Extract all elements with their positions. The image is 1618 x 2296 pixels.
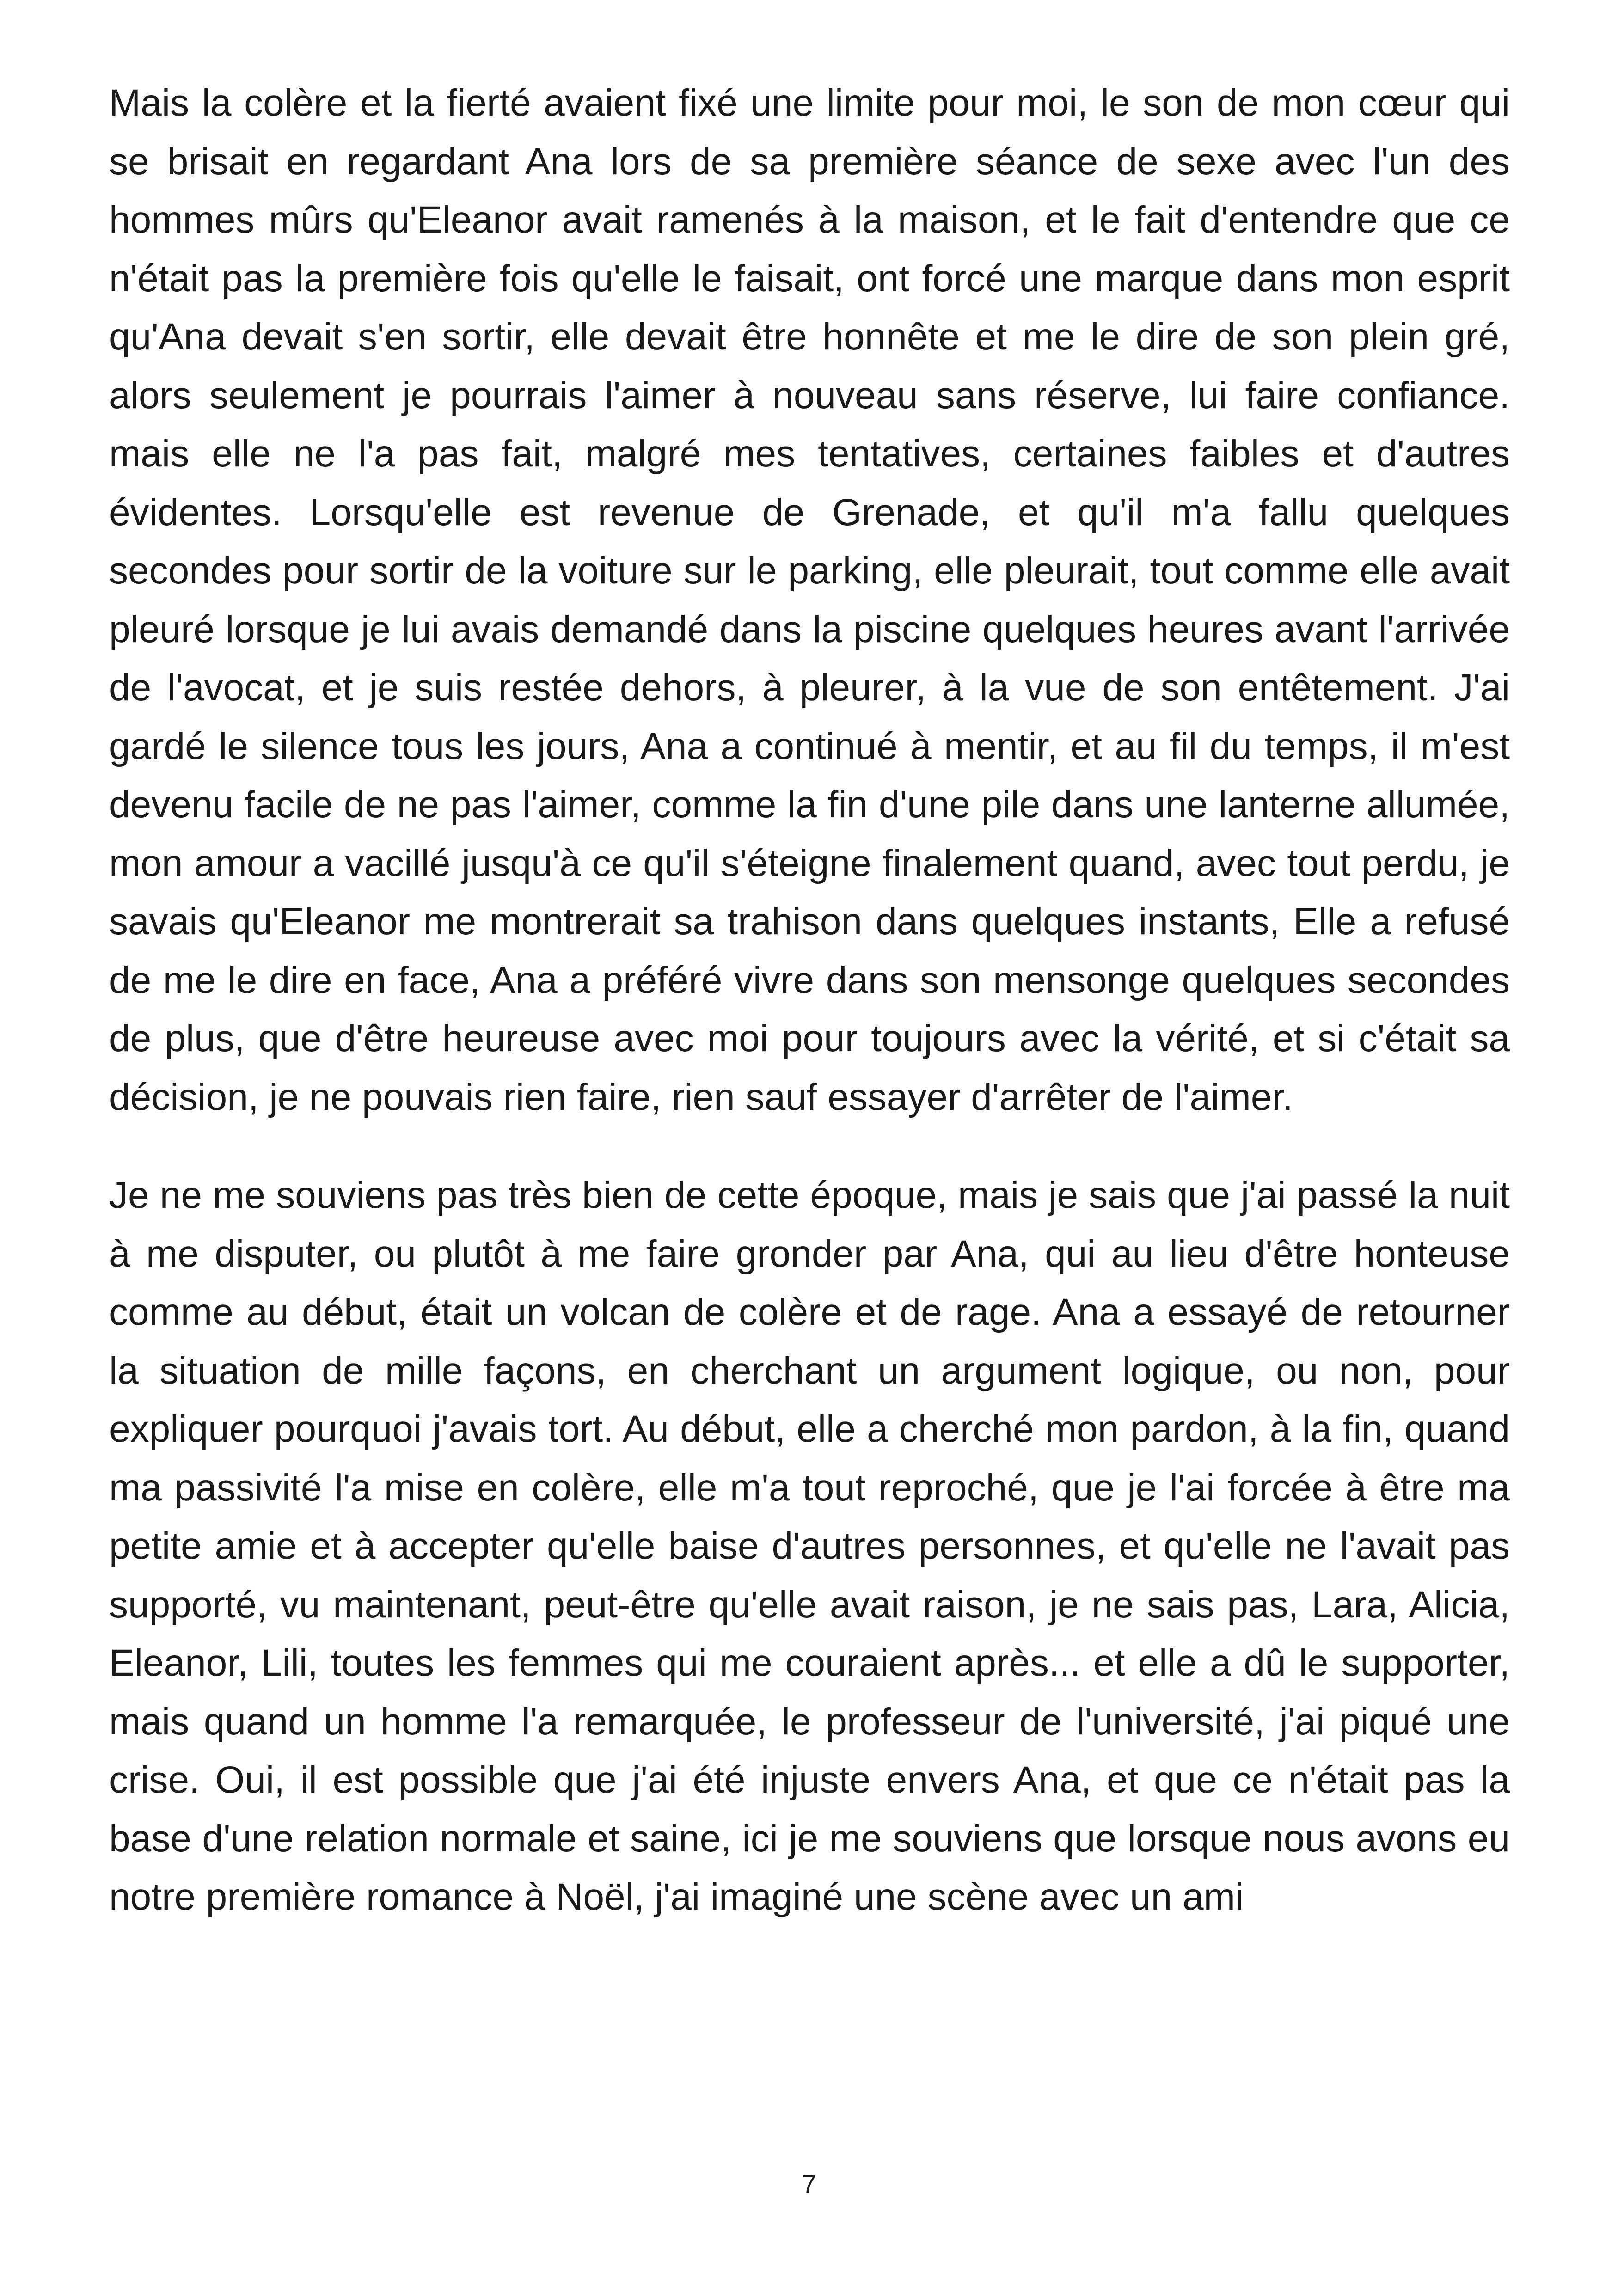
paragraph-1: Mais la colère et la fierté avaient fixé une limite pour moi, le son de mon cœur qui se brisait en regardant Ana lors de sa première séance de sexe avec l'un des hommes mûrs qu'Eleanor avait ramenés à la maison, et le fait d'entendre que ce n'était pas la première fois qu'elle le faisait, ont forcé une marque dans mon esprit qu'Ana devait s'en sortir, elle devait être honnête et me le dire de son plein gré, alors seulement je pourrais l'aimer à nouveau sans réserve, lui faire confiance. mais elle ne l'a pas fait, malgré mes tentatives, certaines faibles et d'autres évidentes. Lorsqu'elle est revenue de Grenade, et qu'il m'a fallu quelques secondes pour sortir de la voiture sur le parking, elle pleurait, tout comme elle avait pleuré lorsque je lui avais demandé dans la piscine quelques heures avant l'arrivée de l'avocat, et je suis restée dehors, à pleurer, à la vue de son entêtement. J'ai gardé le silence tous les jours, Ana a continué à mentir, et au fil du temps, il m'est devenu facile de ne pas l'aimer, comme la fin d'une pile dans une lanterne allumée, mon amour a vacillé jusqu'à ce qu'il s'éteigne finalement quand, avec tout perdu, je savais qu'Eleanor me montrerait sa trahison dans quelques instants, Elle a refusé de me le dire en face, Ana a préféré vivre dans son mensonge quelques secondes de plus, que d'être heureuse avec moi pour toujours avec la vérité, et si c'était sa décision, je ne pouvais rien faire, rien sauf essayer d'arrêter de l'aimer. <box>109 82 1510 1118</box>
paragraph-2: Je ne me souviens pas très bien de cette époque, mais je sais que j'ai passé la nuit à me disputer, ou plutôt à me faire gronder par Ana, qui au lieu d'être honteuse comme au début, était un volcan de colère et de rage. Ana a essayé de retourner la situation de mille façons, en cherchant un argument logique, ou non, pour expliquer pourquoi j'avais tort. Au début, elle a cherché mon pardon, à la fin, quand ma passivité l'a mise en colère, elle m'a tout reproché, que je l'ai forcée à être ma petite amie et à accepter qu'elle baise d'autres personnes, et qu'elle ne l'avait pas supporté, vu maintenant, peut-être qu'elle avait raison, je ne sais pas, Lara, Alicia, Eleanor, Lili, toutes les femmes qui me couraient après... et elle a dû le supporter, mais quand un homme l'a remarquée, le professeur de l'université, j'ai piqué une crise. Oui, il est possible que j'ai été injuste envers Ana, et que ce n'était pas la base d'une relation normale et saine, ici je me souviens que lorsque nous avons eu notre première romance à Noël, j'ai imaginé une scène avec un ami <box>109 1174 1510 1918</box>
page-number: 7 <box>802 2169 816 2198</box>
body-text <box>109 74 1510 1927</box>
